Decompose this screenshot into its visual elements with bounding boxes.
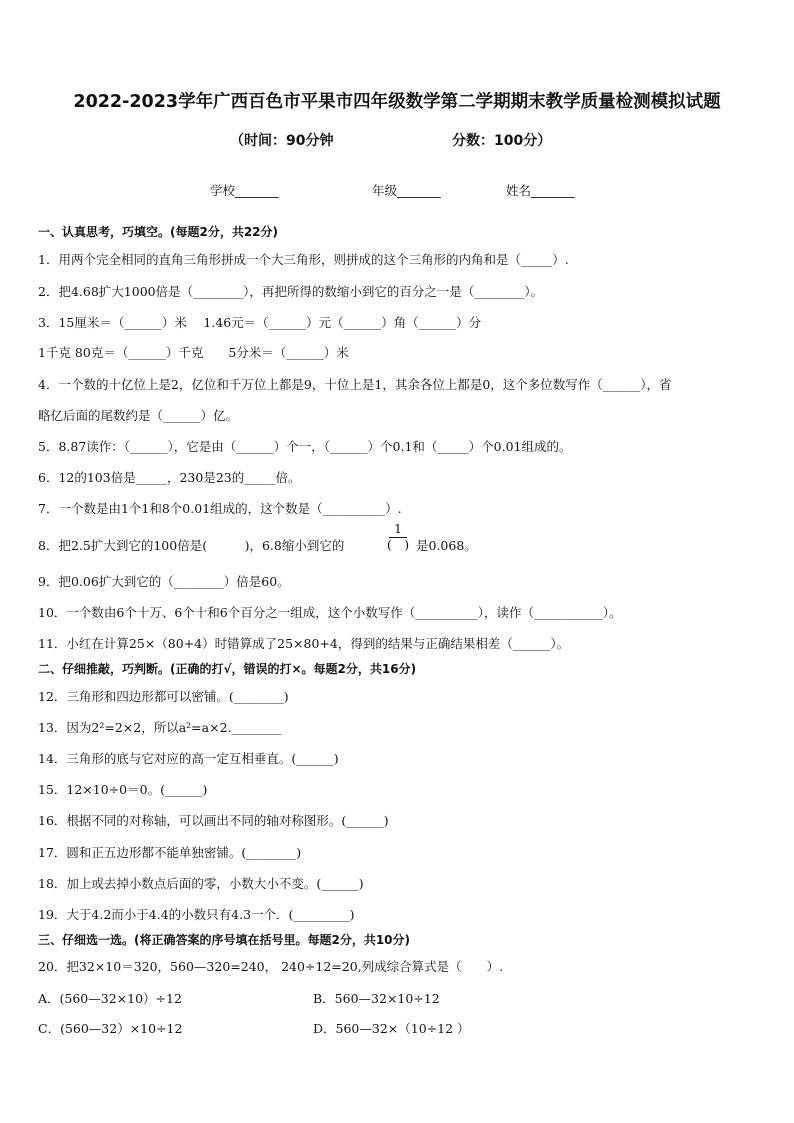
question-4-line-2: 略亿后面的尾数约是（______）亿。 <box>38 408 239 423</box>
exam-time: （时间：90分钟 <box>230 133 334 149</box>
question-15: 15．12×10÷0＝0。(______) <box>38 782 208 797</box>
question-2: 2．把4.68扩大1000倍是（________），再把所得的数缩小到它的百分之一是（________）。 <box>38 284 544 299</box>
question-5: 5．8.87读作：（______），它是由（______）个一，（______）个0.1和（_____）个0.01组成的。 <box>38 439 572 454</box>
name-field: 姓名_______ <box>506 183 575 198</box>
question-3-line-1: 3．15厘米＝（______）米 1.46元＝（______）元（______）角（______）分 <box>38 315 482 330</box>
question-4-line-1: 4．一个数的十亿位上是2，亿位和千万位上都是9，十位上是1，其余各位上都是0，这个多位数写作（______），省 <box>38 377 672 392</box>
question-20: 20．把32×10＝320，560—320=240， 240÷12=20,列成综合算式是（ ）. <box>38 959 504 974</box>
question-16: 16．根据不同的对称轴，可以画出不同的轴对称图形。(______) <box>38 813 389 828</box>
question-8-right: 是0.068。 <box>416 538 477 553</box>
option-b: B．560—32×10÷12 <box>313 991 440 1006</box>
question-17: 17．圆和正五边形都不能单独密铺。(________) <box>38 845 302 860</box>
question-7: 7．一个数是由1个1和8个0.01组成的，这个数是（__________）. <box>38 501 402 516</box>
question-12: 12．三角形和四边形都可以密铺。(________) <box>38 689 289 704</box>
question-3-line-2: 1千克 80克＝（______）千克 5分米＝（______）米 <box>38 345 349 360</box>
question-18: 18．加上或去掉小数点后面的零，小数大小不变。(______) <box>38 876 364 891</box>
option-c: C．(560—32）×10÷12 <box>38 1021 183 1036</box>
page-title: 2022-2023学年广西百色市平果市四年级数学第二学期期末教学质量检测模拟试题 <box>73 92 721 112</box>
section-heading-2: 二、仔细推敲，巧判断。(正确的打√，错误的打×。每题2分，共16分) <box>38 662 417 676</box>
question-1: 1．用两个完全相同的直角三角形拼成一个大三角形，则拼成的这个三角形的内角和是（_____）. <box>38 252 569 267</box>
section-heading-3: 三、仔细选一选。(将正确答案的序号填在括号里。每题2分，共10分) <box>38 933 411 947</box>
question-10: 10．一个数由6个十万、6个十和6个百分之一组成，这个小数写作（__________），读作（___________）。 <box>38 605 622 620</box>
question-14: 14．三角形的底与它对应的高一定互相垂直。(______) <box>38 751 339 766</box>
school-field: 学校_______ <box>210 183 279 198</box>
question-13: 13．因为2²=2×2，所以a²=a×2.________ <box>38 720 282 735</box>
section-heading-1: 一、认真思考，巧填空。(每题2分，共22分) <box>38 225 279 239</box>
option-d: D．560—32×（10÷12 ） <box>313 1021 470 1036</box>
question-11: 11．小红在计算25×（80+4）时错算成了25×80+4，得到的结果与正确结果相差（______）。 <box>38 636 570 651</box>
exam-score: 分数：100分） <box>452 133 552 149</box>
question-8-fraction <box>383 522 413 552</box>
question-6: 6．12的103倍是_____，230是23的_____倍。 <box>38 470 301 485</box>
question-8-left: 8．把2.5扩大到它的100倍是( )，6.8缩小到它的 <box>38 538 345 553</box>
question-19: 19．大于4.2而小于4.4的小数只有4.3一个．(_________) <box>38 907 355 922</box>
fraction-numerator: 1 <box>394 521 402 536</box>
grade-field: 年级_______ <box>372 183 441 198</box>
question-9: 9．把0.06扩大到它的（________）倍是60。 <box>38 574 290 589</box>
option-a: A．(560—32×10）÷12 <box>38 991 182 1006</box>
fraction-denominator: ( ) <box>386 537 410 552</box>
